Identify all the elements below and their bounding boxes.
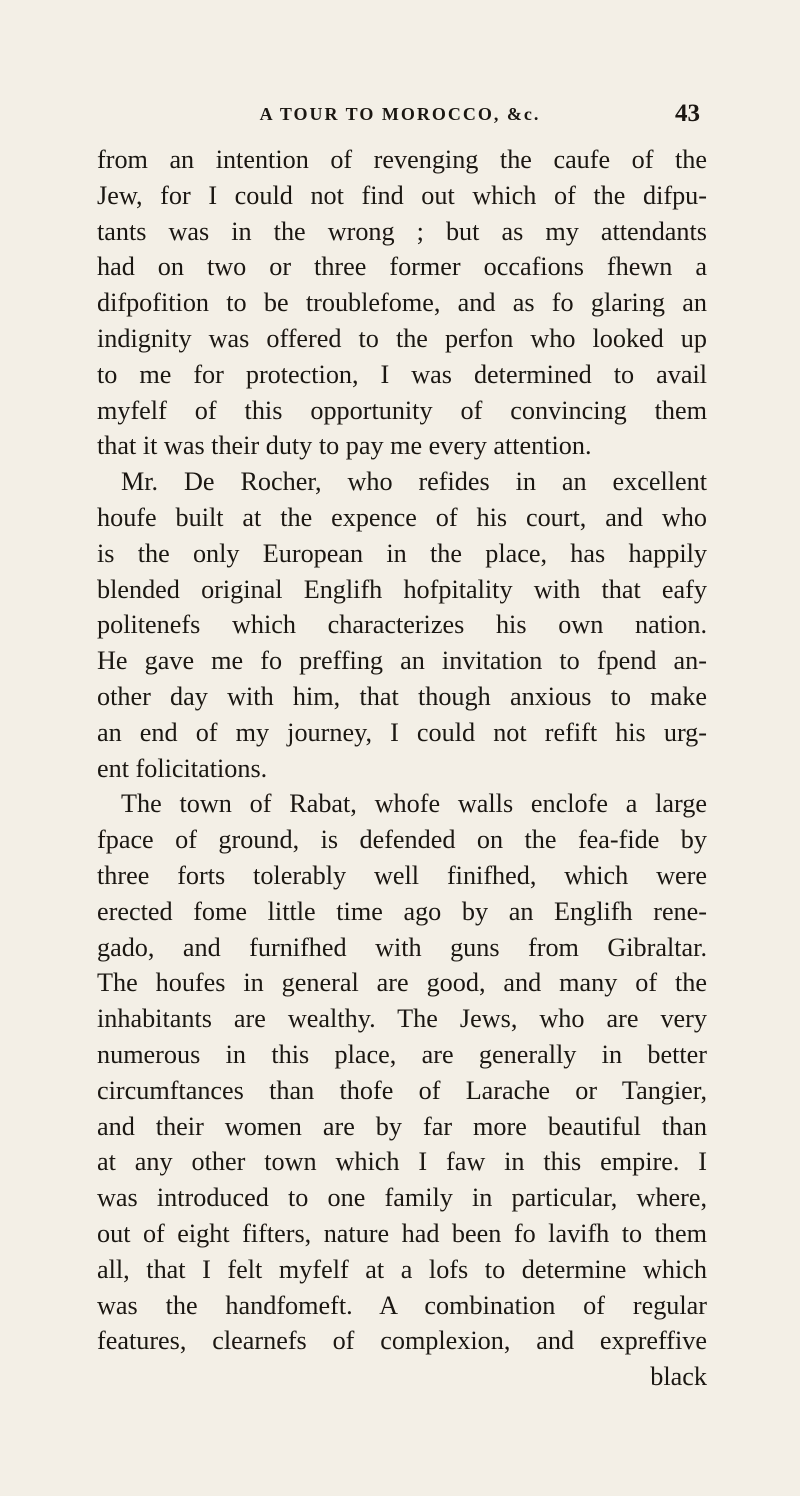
text-line: politenefs which characterizes his own nation. [97, 610, 707, 640]
text-line: from an intention of revenging the caufe of the [97, 145, 707, 174]
running-head: A TOUR TO MOROCCO, &c. [259, 104, 541, 124]
text-line: was introduced to one family in particular, where, [97, 1183, 707, 1213]
text-line: Jew, for I could not find out which of the difpu- [97, 180, 707, 210]
text-line: fpace of ground, is defended on the fea-fide by [97, 825, 707, 855]
text-line: had on two or three former occafions fhewn a [97, 252, 707, 282]
text-line: to me for protection, I was determined to avail [97, 359, 707, 389]
text-line: other day with him, that though anxious to make [97, 681, 707, 711]
text-line: He gave me fo preffing an invitation to fpend an- [97, 646, 707, 676]
text-line: features, clearnefs of complexion, and expreffive [97, 1326, 707, 1356]
text-line: gado, and furnifhed with guns from Gibraltar. [97, 932, 707, 962]
text-line: erected fome little time ago by an Englifh rene- [97, 896, 707, 926]
text-line: difpofition to be troublefome, and as fo glaring an [97, 288, 707, 318]
catchword: black [650, 1362, 707, 1392]
page-header [100, 100, 700, 144]
text-line: ent folicitations. [97, 753, 268, 783]
text-line: and their women are by far more beautiful than [97, 1111, 707, 1141]
page-number: 43 [675, 100, 700, 127]
text-line: was the handfomeft. A combination of regular [97, 1290, 707, 1320]
text-line: myfelf of this opportunity of convincing them [97, 395, 707, 425]
text-line: that it was their duty to pay me every attention. [97, 431, 592, 461]
text-line: tants was in the wrong ; but as my attendants [97, 216, 707, 246]
text-line: three forts tolerably well finifhed, which were [97, 860, 707, 890]
text-line: inhabitants are wealthy. The Jews, who are very [97, 1004, 707, 1034]
text-line: is the only European in the place, has happily [97, 538, 707, 568]
text-line: indignity was offered to the perfon who looked up [97, 323, 707, 353]
text-line: an end of my journey, I could not refift his urg- [97, 717, 707, 747]
text-line: numerous in this place, are generally in better [97, 1039, 707, 1069]
text-line: out of eight fifters, nature had been fo lavifh to them [97, 1218, 707, 1248]
text-line: houfe built at the expence of his court, and who [97, 502, 707, 532]
text-line: The town of Rabat, whofe walls enclofe a large [121, 789, 707, 819]
text-line: The houfes in general are good, and many of the [97, 968, 707, 998]
text-line: all, that I felt myfelf at a lofs to determine which [97, 1254, 707, 1284]
text-line: Mr. De Rocher, who refides in an excellent [121, 467, 707, 497]
text-line: circumftances than thofe of Larache or Tangier, [97, 1075, 707, 1105]
body-text [97, 142, 707, 1395]
text-line: blended original Englifh hofpitality with that eafy [97, 574, 707, 604]
text-line: at any other town which I faw in this empire. I [97, 1147, 707, 1177]
